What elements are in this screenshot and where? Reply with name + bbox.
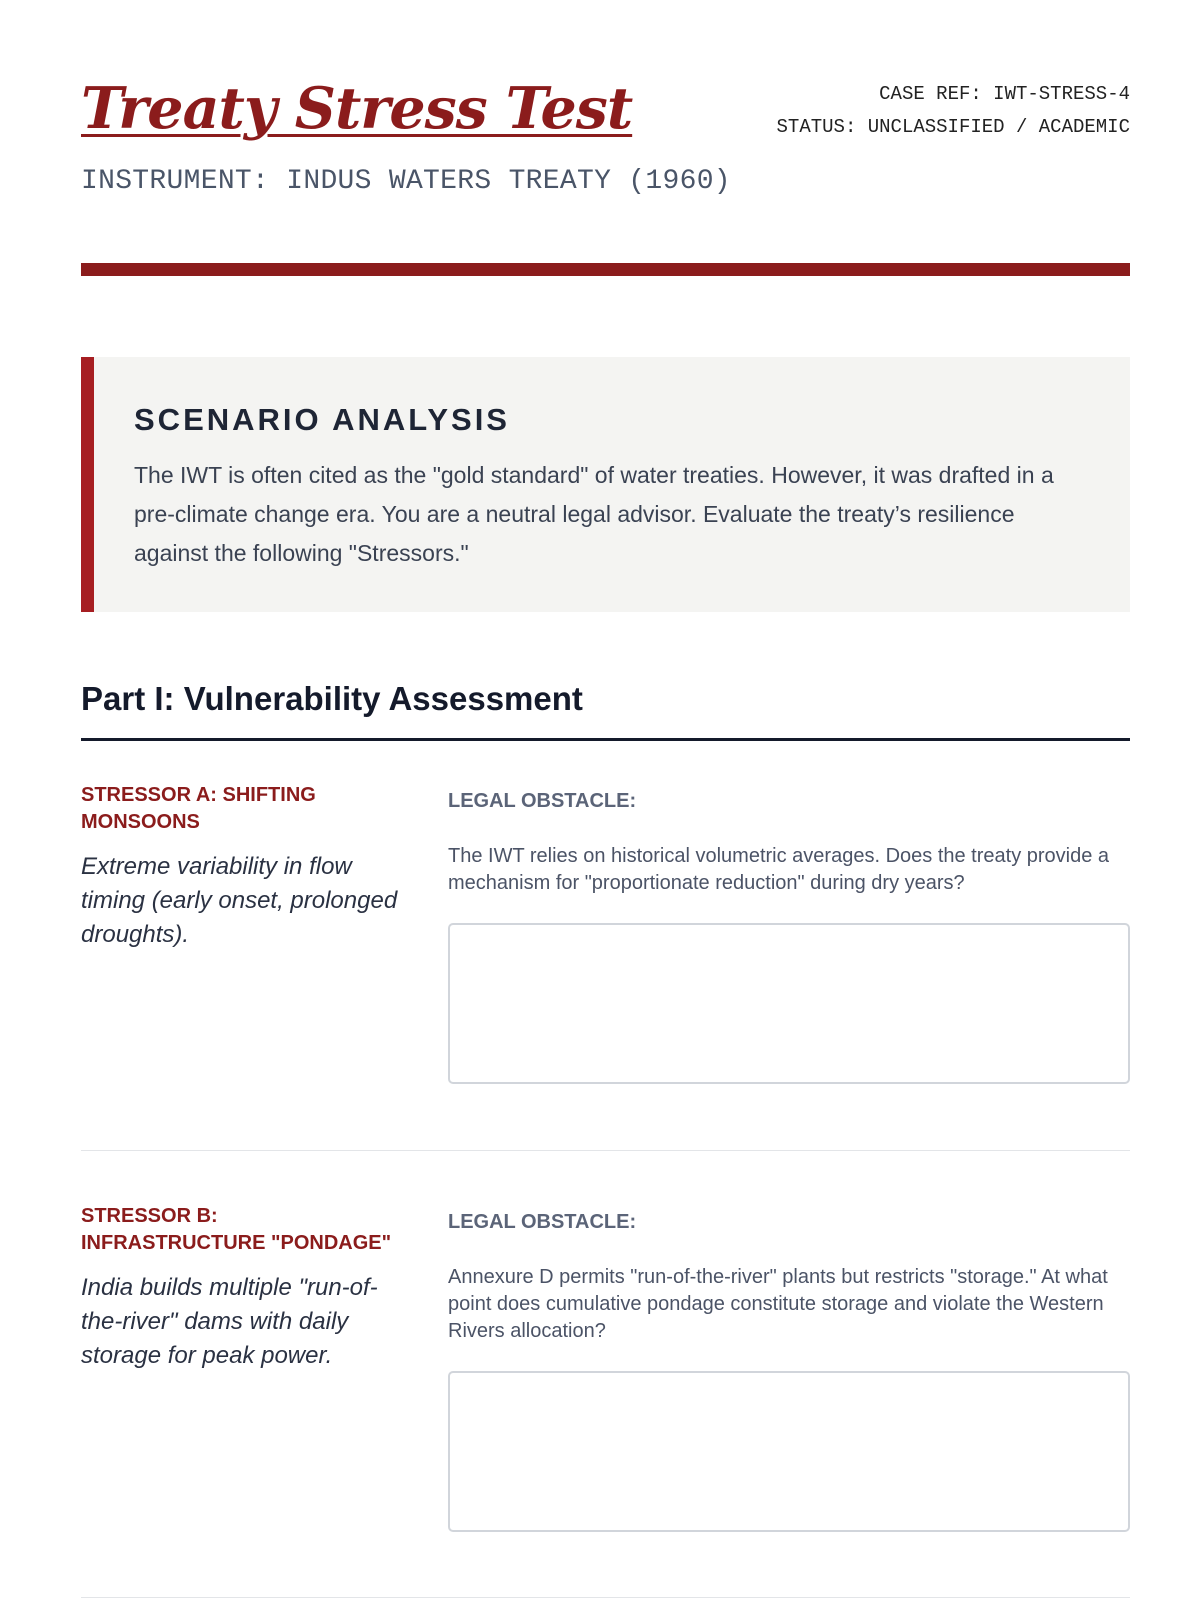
- part-divider: [81, 738, 1130, 741]
- obstacle-question: The IWT relies on historical volumetric averages. Does the treaty provide a mechanism for "proportionate reduction" during dry years?: [448, 845, 1110, 894]
- case-ref: CASE REF: IWT-STRESS-4: [879, 83, 1130, 105]
- row-divider: [81, 1597, 1130, 1598]
- part-heading: Part I: Vulnerability Assessment: [81, 680, 583, 717]
- obstacle-label: LEGAL OBSTACLE:: [448, 1211, 637, 1233]
- answer-textarea[interactable]: [448, 923, 1130, 1084]
- scenario-text: The IWT is often cited as the "gold standard" of water treaties. However, it was drafted in a pre-climate change era. You are a neutral legal advisor. Evaluate the treaty’s resilience against the following "Stressors.": [134, 462, 1054, 566]
- header-divider: [81, 263, 1130, 276]
- worksheet-page: [81, 0, 1130, 1369]
- document-header: [81, 0, 1130, 278]
- stressor-summary: [81, 782, 401, 952]
- scenario-heading: SCENARIO ANALYSIS: [134, 402, 510, 437]
- scenario-box: [81, 357, 1130, 612]
- stressor-label: STRESSOR A: SHIFTING MONSOONS: [81, 784, 316, 833]
- case-status: STATUS: UNCLASSIFIED / ACADEMIC: [776, 116, 1130, 138]
- row-divider: [81, 1150, 1130, 1151]
- document-title: Treaty Stress Test: [81, 75, 633, 142]
- stressor-summary: [81, 1203, 401, 1373]
- answer-textarea[interactable]: [448, 1371, 1130, 1532]
- stressor-label: STRESSOR B: INFRASTRUCTURE "PONDAGE": [81, 1205, 392, 1254]
- stressor-description: Extreme variability in flow timing (early onset, prolonged droughts).: [81, 853, 398, 948]
- stressor-description: India builds multiple "run-of-the-river" dams with daily storage for peak power.: [81, 1274, 378, 1369]
- stressor-analysis: [448, 782, 1130, 1084]
- obstacle-question: Annexure D permits "run-of-the-river" plants but restricts "storage." At what point does cumulative pondage constitute storage and violate the Western Rivers allocation?: [448, 1266, 1108, 1342]
- obstacle-label: LEGAL OBSTACLE:: [448, 790, 637, 812]
- instrument-subtitle: INSTRUMENT: INDUS WATERS TREATY (1960): [81, 166, 731, 197]
- stressor-analysis: [448, 1203, 1130, 1532]
- case-meta: [777, 78, 1130, 144]
